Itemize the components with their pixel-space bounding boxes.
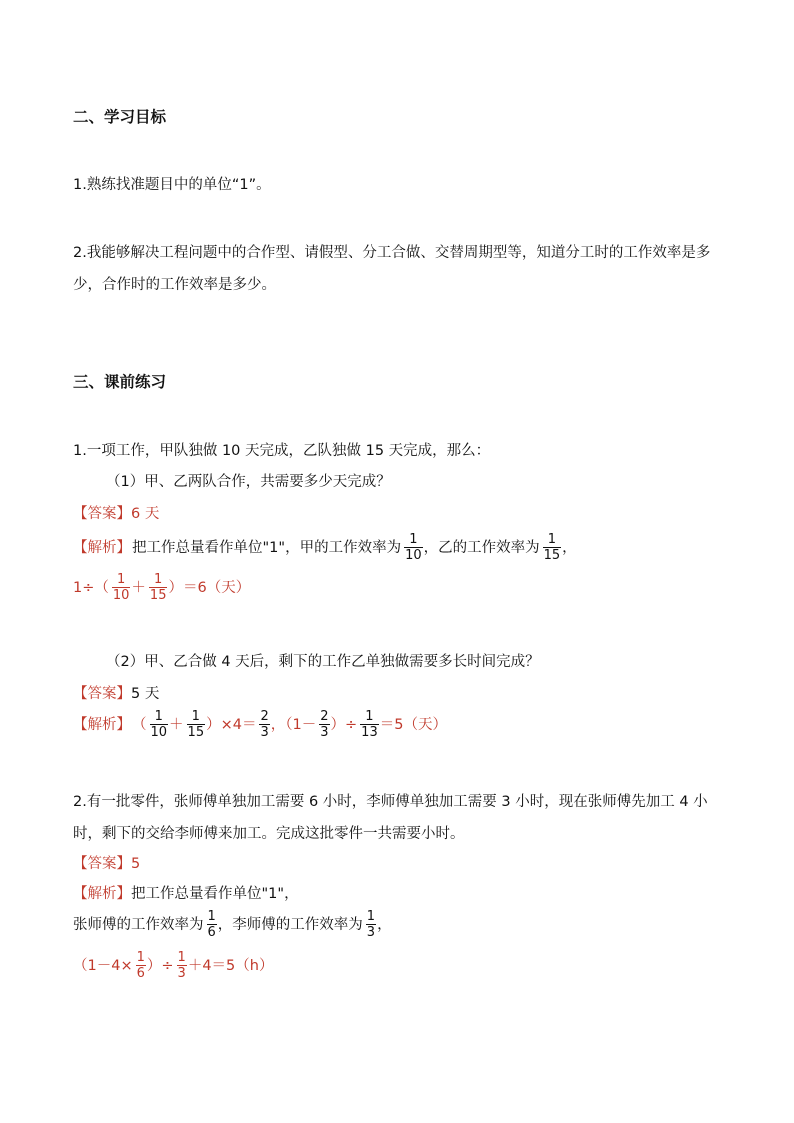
analysis-text: ，乙的工作效率为 bbox=[423, 539, 540, 556]
fraction-1-3: $\frac{1}{3}$ bbox=[177, 950, 186, 981]
calc-text: ＋4＝5（h） bbox=[187, 957, 274, 974]
analysis-text: 把工作总量看作单位"1"， bbox=[131, 886, 299, 902]
q2-efficiency bbox=[73, 909, 728, 940]
answer-value: 6 天 bbox=[131, 506, 160, 522]
answer-value: 5 bbox=[131, 856, 141, 872]
calc-text: ＋ bbox=[131, 579, 146, 596]
fraction-1-10: $\frac{1}{10}$ bbox=[405, 532, 422, 563]
fraction-2-3: $\frac{2}{3}$ bbox=[260, 709, 269, 740]
fraction-1-10: $\frac{1}{10}$ bbox=[150, 709, 168, 740]
calc-text: （ bbox=[132, 716, 147, 733]
calc-text: （1－4× bbox=[73, 957, 133, 974]
calc-text: ）÷ bbox=[146, 957, 174, 974]
fraction-2-3: $\frac{2}{3}$ bbox=[320, 709, 329, 740]
fraction-1-3: $\frac{1}{3}$ bbox=[366, 909, 376, 940]
fraction-1-15: $\frac{1}{15}$ bbox=[187, 709, 205, 740]
calc-text: ＝5（天） bbox=[379, 716, 447, 733]
q1-sub2-analysis bbox=[73, 709, 728, 740]
q2-calc bbox=[73, 950, 728, 981]
analysis-label: 【解析】 bbox=[73, 886, 131, 902]
q1-sub2-answer bbox=[73, 683, 728, 705]
answer-label: 【答案】 bbox=[73, 506, 131, 522]
fraction-1-15: $\frac{1}{15}$ bbox=[149, 572, 167, 603]
answer-label: 【答案】 bbox=[73, 856, 131, 872]
answer-value: 5 天 bbox=[131, 686, 160, 702]
q2-answer bbox=[73, 853, 728, 875]
fraction-1-13: $\frac{1}{13}$ bbox=[361, 709, 378, 740]
q2-stem: 2.有一批零件，张师傅单独加工需要 6 小时，李师傅单独加工需要 3 小时，现在张师傅先加工 4 小时，剩下的交给李师傅来加工。完成这批零件一共需要小时。 bbox=[73, 794, 708, 842]
fraction-1-6: $\frac{1}{6}$ bbox=[207, 909, 216, 940]
analysis-text: ，李师傅的工作效率为 bbox=[217, 916, 363, 933]
q1-stem: 1.一项工作，甲队独做 10 天完成，乙队独做 15 天完成，那么： bbox=[73, 443, 491, 459]
fraction-1-15: $\frac{1}{15}$ bbox=[543, 532, 561, 563]
q1-sub1-answer bbox=[73, 503, 728, 525]
calc-text: ）＝6（天） bbox=[168, 579, 251, 596]
answer-label: 【答案】 bbox=[73, 686, 131, 702]
calc-text: ＋ bbox=[169, 716, 184, 733]
analysis-label: 【解析】 bbox=[73, 539, 131, 556]
calc-text: 1÷（ bbox=[73, 579, 109, 596]
fraction-1-6: $\frac{1}{6}$ bbox=[136, 950, 145, 981]
section-title-goals: 二、学习目标 bbox=[73, 108, 167, 126]
fraction-1-10: $\frac{1}{10}$ bbox=[112, 572, 130, 603]
q1-sub1: （1）甲、乙两队合作，共需要多少天完成？ bbox=[106, 474, 391, 490]
q2-analysis bbox=[73, 883, 728, 905]
goal-1: 1.熟练找准题目中的单位“1”。 bbox=[73, 177, 271, 193]
q1-sub1-calc bbox=[73, 572, 728, 603]
section-title-practice: 三、课前练习 bbox=[73, 373, 167, 391]
calc-text: ，（1－ bbox=[270, 716, 317, 733]
goal-2: 2.我能够解决工程问题中的合作型、请假型、分工合做、交替周期型等，知道分工时的工作效率是多少，合作时的工作效率是多少。 bbox=[73, 245, 711, 293]
calc-text: ）×4＝ bbox=[206, 716, 257, 733]
analysis-text: ， bbox=[377, 916, 392, 933]
analysis-text: ， bbox=[562, 539, 577, 556]
calc-text: ）÷ bbox=[330, 716, 358, 733]
analysis-label: 【解析】 bbox=[73, 716, 131, 733]
q1-sub2: （2）甲、乙合做 4 天后，剩下的工作乙单独做需要多长时间完成？ bbox=[106, 654, 540, 670]
analysis-text: 张师傅的工作效率为 bbox=[73, 916, 204, 933]
analysis-text: 把工作总量看作单位"1"，甲的工作效率为 bbox=[132, 539, 402, 556]
q1-sub1-analysis bbox=[73, 532, 728, 563]
